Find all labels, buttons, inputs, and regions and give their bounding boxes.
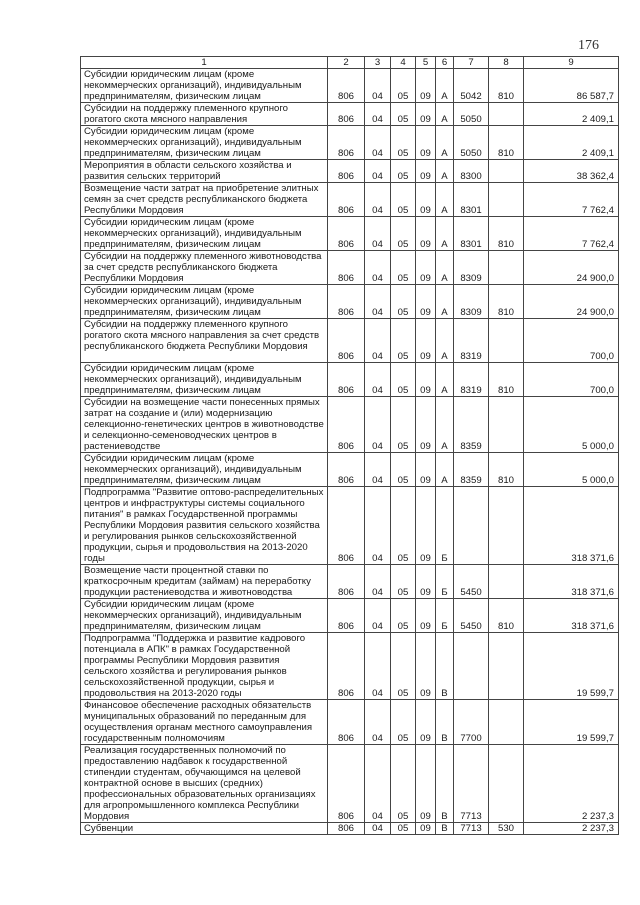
row-code-4: 05 — [391, 160, 416, 183]
row-amount: 318 371,6 — [524, 565, 619, 599]
table-row — [81, 487, 619, 565]
row-code-2: 806 — [328, 217, 365, 251]
row-name: Субсидии юридическим лицам (кроме некоммерческих организаций), индивидуальным предпринимателям, физическим лицам — [81, 69, 328, 103]
header-row — [81, 57, 619, 69]
row-code-2: 806 — [328, 251, 365, 285]
table-row — [81, 397, 619, 453]
row-code-6: А — [436, 251, 454, 285]
row-amount: 2 237,3 — [524, 745, 619, 823]
row-code-8: 810 — [489, 69, 524, 103]
row-code-5: 09 — [416, 487, 436, 565]
row-amount: 19 599,7 — [524, 700, 619, 745]
row-code-2: 806 — [328, 487, 365, 565]
row-code-3: 04 — [365, 633, 391, 700]
row-code-8: 810 — [489, 217, 524, 251]
row-code-2: 806 — [328, 126, 365, 160]
row-code-3: 04 — [365, 183, 391, 217]
row-code-7: 7713 — [454, 745, 489, 823]
row-code-3: 04 — [365, 251, 391, 285]
row-name: Субсидии юридическим лицам (кроме некоммерческих организаций), индивидуальным предпринимателям, физическим лицам — [81, 126, 328, 160]
row-code-6: Б — [436, 599, 454, 633]
row-code-2: 806 — [328, 397, 365, 453]
row-code-7: 5450 — [454, 565, 489, 599]
table-row — [81, 363, 619, 397]
row-code-8 — [489, 565, 524, 599]
row-code-5: 09 — [416, 103, 436, 126]
row-name: Субсидии на поддержку племенного крупного рогатого скота мясного направления — [81, 103, 328, 126]
row-code-5: 09 — [416, 599, 436, 633]
row-amount: 7 762,4 — [524, 217, 619, 251]
row-name: Субсидии юридическим лицам (кроме некоммерческих организаций), индивидуальным предпринимателям, физическим лицам — [81, 217, 328, 251]
row-code-3: 04 — [365, 397, 391, 453]
row-code-8: 530 — [489, 823, 524, 835]
row-code-2: 806 — [328, 565, 365, 599]
row-code-4: 05 — [391, 745, 416, 823]
row-code-4: 05 — [391, 251, 416, 285]
row-code-4: 05 — [391, 823, 416, 835]
row-name: Субсидии юридическим лицам (кроме некоммерческих организаций), индивидуальным предпринимателям, физическим лицам — [81, 285, 328, 319]
row-name: Финансовое обеспечение расходных обязательств муниципальных образований по переданным для осуществления органам местного самоуправления государственным полномочиям — [81, 700, 328, 745]
col-header-2: 2 — [328, 57, 365, 69]
table-row — [81, 69, 619, 103]
row-code-7: 8319 — [454, 363, 489, 397]
row-code-6: А — [436, 363, 454, 397]
row-name: Субсидии на возмещение части понесенных прямых затрат на создание и (или) модернизацию селекционно-генетических центров в животноводстве и селекционно-семеноводческих центров в растениеводстве — [81, 397, 328, 453]
row-name: Субсидии на поддержку племенного животноводства за счет средств республиканского бюджета Республики Мордовия — [81, 251, 328, 285]
row-code-7 — [454, 633, 489, 700]
table-row — [81, 103, 619, 126]
row-code-4: 05 — [391, 633, 416, 700]
row-name: Субвенции — [81, 823, 328, 835]
table-row — [81, 633, 619, 700]
row-amount: 7 762,4 — [524, 183, 619, 217]
row-code-8: 810 — [489, 285, 524, 319]
row-code-3: 04 — [365, 217, 391, 251]
row-code-8: 810 — [489, 363, 524, 397]
row-code-5: 09 — [416, 319, 436, 363]
row-code-8: 810 — [489, 126, 524, 160]
row-code-7: 5042 — [454, 69, 489, 103]
row-code-3: 04 — [365, 126, 391, 160]
row-code-8 — [489, 183, 524, 217]
row-code-7: 7700 — [454, 700, 489, 745]
row-code-4: 05 — [391, 700, 416, 745]
row-amount: 2 409,1 — [524, 126, 619, 160]
row-code-6: Б — [436, 487, 454, 565]
row-amount: 24 900,0 — [524, 251, 619, 285]
row-code-8: 810 — [489, 599, 524, 633]
row-name: Возмещение части процентной ставки по краткосрочным кредитам (займам) на переработку продукции растениеводства и животноводства — [81, 565, 328, 599]
col-header-1: 1 — [81, 57, 328, 69]
row-code-6: А — [436, 319, 454, 363]
row-code-4: 05 — [391, 183, 416, 217]
row-amount: 86 587,7 — [524, 69, 619, 103]
table-row — [81, 565, 619, 599]
row-code-5: 09 — [416, 633, 436, 700]
row-code-3: 04 — [365, 599, 391, 633]
row-code-4: 05 — [391, 217, 416, 251]
row-code-3: 04 — [365, 285, 391, 319]
row-code-8 — [489, 103, 524, 126]
row-code-3: 04 — [365, 363, 391, 397]
table-row — [81, 126, 619, 160]
row-code-4: 05 — [391, 487, 416, 565]
table-row — [81, 251, 619, 285]
row-code-7: 8309 — [454, 285, 489, 319]
row-code-2: 806 — [328, 285, 365, 319]
row-code-7: 8309 — [454, 251, 489, 285]
row-amount: 2 237,3 — [524, 823, 619, 835]
row-code-8 — [489, 160, 524, 183]
row-code-2: 806 — [328, 599, 365, 633]
row-code-6: А — [436, 397, 454, 453]
row-code-5: 09 — [416, 160, 436, 183]
row-name: Субсидии юридическим лицам (кроме некоммерческих организаций), индивидуальным предпринимателям, физическим лицам — [81, 453, 328, 487]
table-row — [81, 285, 619, 319]
row-code-3: 04 — [365, 565, 391, 599]
table-row — [81, 217, 619, 251]
row-code-7: 8301 — [454, 217, 489, 251]
row-code-7: 8359 — [454, 453, 489, 487]
row-code-3: 04 — [365, 453, 391, 487]
row-code-8 — [489, 487, 524, 565]
row-code-5: 09 — [416, 565, 436, 599]
row-code-8 — [489, 397, 524, 453]
row-code-5: 09 — [416, 453, 436, 487]
row-code-2: 806 — [328, 453, 365, 487]
row-code-2: 806 — [328, 103, 365, 126]
row-name: Подпрограмма "Развитие оптово-распределительных центров и инфраструктуры системы социального питания" в рамках Государственной программы Республики Мордовия развития сельского хозяйства и регулирования рынков сельскохозяйственной продукции, сырья и продовольствия на 2013-2020 годы — [81, 487, 328, 565]
row-code-8 — [489, 633, 524, 700]
row-code-7: 7713 — [454, 823, 489, 835]
row-code-3: 04 — [365, 700, 391, 745]
row-amount: 318 371,6 — [524, 599, 619, 633]
table-row — [81, 319, 619, 363]
row-code-7: 8359 — [454, 397, 489, 453]
row-code-4: 05 — [391, 397, 416, 453]
row-code-5: 09 — [416, 69, 436, 103]
row-code-8 — [489, 745, 524, 823]
row-code-2: 806 — [328, 69, 365, 103]
table-row — [81, 183, 619, 217]
row-code-3: 04 — [365, 319, 391, 363]
row-code-7: 8301 — [454, 183, 489, 217]
table-row — [81, 453, 619, 487]
row-amount: 24 900,0 — [524, 285, 619, 319]
table-row — [81, 599, 619, 633]
row-amount: 700,0 — [524, 319, 619, 363]
row-code-2: 806 — [328, 160, 365, 183]
row-code-2: 806 — [328, 319, 365, 363]
row-code-4: 05 — [391, 126, 416, 160]
row-code-2: 806 — [328, 745, 365, 823]
row-code-7: 8319 — [454, 319, 489, 363]
row-code-5: 09 — [416, 700, 436, 745]
row-code-5: 09 — [416, 183, 436, 217]
row-code-8: 810 — [489, 453, 524, 487]
row-code-6: В — [436, 745, 454, 823]
row-code-7: 5050 — [454, 103, 489, 126]
row-code-4: 05 — [391, 103, 416, 126]
row-code-5: 09 — [416, 363, 436, 397]
row-code-3: 04 — [365, 745, 391, 823]
table-row — [81, 823, 619, 835]
col-header-5: 5 — [416, 57, 436, 69]
row-code-3: 04 — [365, 103, 391, 126]
col-header-6: 6 — [436, 57, 454, 69]
row-amount: 5 000,0 — [524, 453, 619, 487]
row-amount: 318 371,6 — [524, 487, 619, 565]
row-code-4: 05 — [391, 319, 416, 363]
row-name: Субсидии юридическим лицам (кроме некоммерческих организаций), индивидуальным предпринимателям, физическим лицам — [81, 363, 328, 397]
row-code-6: А — [436, 217, 454, 251]
row-code-8 — [489, 700, 524, 745]
row-code-2: 806 — [328, 363, 365, 397]
col-header-7: 7 — [454, 57, 489, 69]
table-row — [81, 700, 619, 745]
row-code-2: 806 — [328, 823, 365, 835]
col-header-8: 8 — [489, 57, 524, 69]
row-code-3: 04 — [365, 487, 391, 565]
row-code-4: 05 — [391, 599, 416, 633]
table-row — [81, 745, 619, 823]
row-code-2: 806 — [328, 633, 365, 700]
row-code-5: 09 — [416, 397, 436, 453]
col-header-4: 4 — [391, 57, 416, 69]
row-code-7 — [454, 487, 489, 565]
row-code-5: 09 — [416, 823, 436, 835]
page-number: 176 — [578, 38, 599, 53]
row-code-2: 806 — [328, 700, 365, 745]
row-code-4: 05 — [391, 565, 416, 599]
row-code-6: А — [436, 69, 454, 103]
row-code-6: А — [436, 285, 454, 319]
row-code-3: 04 — [365, 69, 391, 103]
row-code-5: 09 — [416, 745, 436, 823]
row-code-8 — [489, 251, 524, 285]
col-header-9: 9 — [524, 57, 619, 69]
row-code-3: 04 — [365, 823, 391, 835]
row-name: Субсидии на поддержку племенного крупного рогатого скота мясного направления за счет средств республиканского бюджета Республики Мордовия — [81, 319, 328, 363]
row-amount: 2 409,1 — [524, 103, 619, 126]
row-name: Мероприятия в области сельского хозяйства и развития сельских территорий — [81, 160, 328, 183]
row-code-5: 09 — [416, 217, 436, 251]
row-code-6: А — [436, 453, 454, 487]
row-code-6: А — [436, 103, 454, 126]
row-code-7: 5050 — [454, 126, 489, 160]
budget-table — [80, 56, 619, 835]
table-row — [81, 160, 619, 183]
row-code-6: В — [436, 823, 454, 835]
row-code-6: А — [436, 160, 454, 183]
row-amount: 700,0 — [524, 363, 619, 397]
row-code-6: А — [436, 183, 454, 217]
row-name: Подпрограмма "Поддержка и развитие кадрового потенциала в АПК" в рамках Государственной программы Республики Мордовия развития сельского хозяйства и регулирования рынков сельскохозяйственной продукции, сырья и продовольствия на 2013-2020 годы — [81, 633, 328, 700]
row-name: Субсидии юридическим лицам (кроме некоммерческих организаций), индивидуальным предпринимателям, физическим лицам — [81, 599, 328, 633]
row-code-5: 09 — [416, 251, 436, 285]
row-code-4: 05 — [391, 69, 416, 103]
table-body — [81, 69, 619, 835]
row-code-8 — [489, 319, 524, 363]
row-code-6: А — [436, 126, 454, 160]
row-code-6: В — [436, 633, 454, 700]
row-code-6: Б — [436, 565, 454, 599]
row-code-2: 806 — [328, 183, 365, 217]
row-code-4: 05 — [391, 363, 416, 397]
row-amount: 38 362,4 — [524, 160, 619, 183]
row-code-6: В — [436, 700, 454, 745]
row-code-4: 05 — [391, 453, 416, 487]
row-code-5: 09 — [416, 285, 436, 319]
row-code-7: 5450 — [454, 599, 489, 633]
row-name: Реализация государственных полномочий по предоставлению надбавок к государственной стипендии студентам, обучающимся на целевой контрактной основе в высших (средних) профессиональных образовательных организациях для агропромышленного комплекса Республики Мордовия — [81, 745, 328, 823]
row-amount: 5 000,0 — [524, 397, 619, 453]
row-code-3: 04 — [365, 160, 391, 183]
row-name: Возмещение части затрат на приобретение элитных семян за счет средств республиканского бюджета Республики Мордовия — [81, 183, 328, 217]
row-code-5: 09 — [416, 126, 436, 160]
row-code-4: 05 — [391, 285, 416, 319]
row-code-7: 8300 — [454, 160, 489, 183]
col-header-3: 3 — [365, 57, 391, 69]
row-amount: 19 599,7 — [524, 633, 619, 700]
